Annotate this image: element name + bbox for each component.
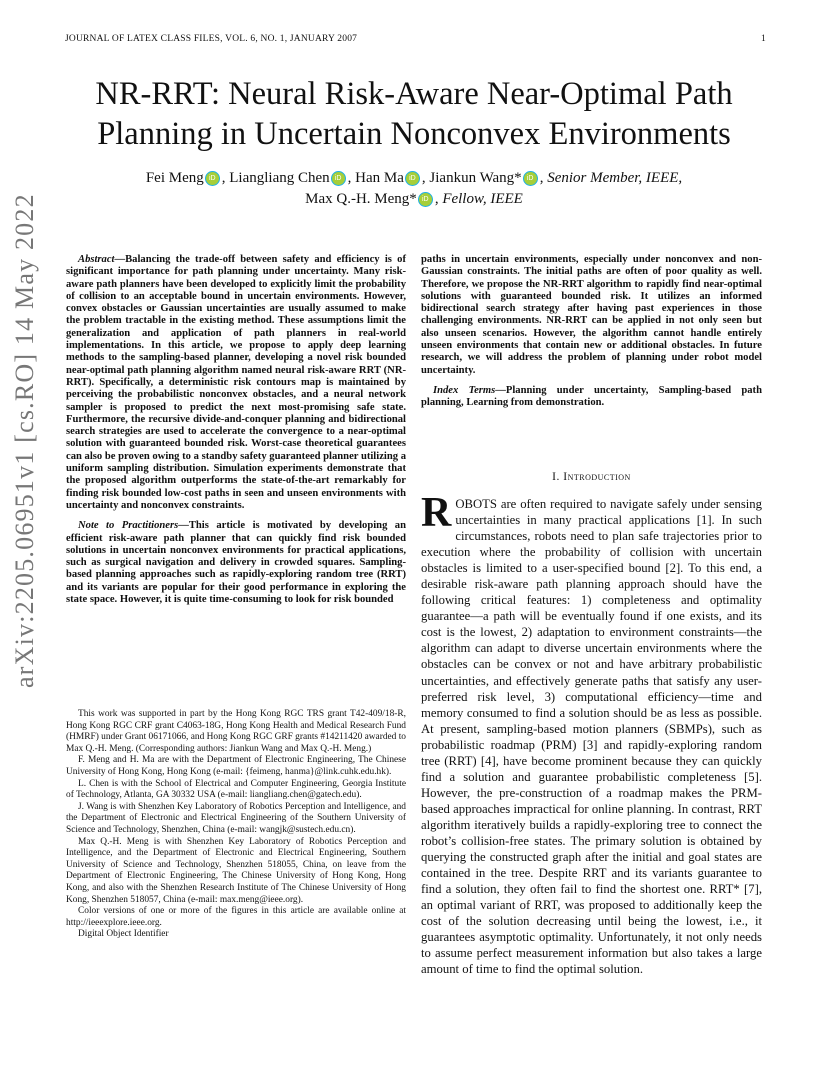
- running-header: [65, 34, 766, 44]
- title-line-2: Planning in Uncertain Nonconvex Environments: [97, 116, 731, 152]
- index-terms-text: —Planning under uncertainty, Sampling-based path planning, Learning from demonstration.: [421, 384, 762, 409]
- orcid-icon[interactable]: iD: [418, 192, 433, 207]
- drop-cap: R: [421, 490, 452, 536]
- author-3: Han Ma: [355, 170, 404, 186]
- intro-lead: OBOTS: [455, 497, 497, 511]
- orcid-icon[interactable]: iD: [405, 171, 420, 186]
- note-text: —This article is motivated by developing an efficient risk-aware path planner that can quickly find risk bounded solutions in uncertain nonconvex environments for practical applications, such as surgical navigation and delivery in crowded squares. Sampling-based planning approaches such as rapidly-exploring random tree (RRT) and its variants are popular for their good performance in exploring the state space. However, it is quite time-consuming to look for risk bounded: [66, 520, 406, 606]
- footnote: J. Wang is with Shenzhen Key Laboratory of Robotics Perception and Intelligence, and the Department of Electronic and Electrical Engineering of the Southern University of Science and Technology, Shenzhen, China (e-mail: wangjk@sustech.edu.cn).: [66, 801, 406, 835]
- title-line-1: NR-RRT: Neural Risk-Aware Near-Optimal Path: [95, 76, 733, 112]
- orcid-icon[interactable]: iD: [205, 171, 220, 186]
- footnotes: [66, 709, 406, 941]
- right-column: [421, 254, 762, 410]
- intro-body: are often required to navigate safely under sensing uncertainties in many practical applications [1]. In such circumstances, robots need to plan safe trajectories prior to execution where the probability of collision with uncertain obstacles is limited to a user-specified bound [2]. To this end, a desirable risk-aware path planning approach should have the following critical features: 1) completeness and optimality guarantee—a path will be eventually found if one exists, and its cost is the lowest, 2) adaptation to environment constraints—the algorithm can adapt to diverse uncertain environments where the obstacles can be convex or not and have arbitrary probabilistic uncertainties, and effectively generate paths that satisfy any user-preferred risk level, 3) computational efficiency—time and memory consumed to find a solution should be as less as possible. At present, sampling-based motion planners (SBMPs), such as probabilistic roadmap (PRM) [3] and rapidly-exploring random tree (RRT) [4], have become prominent because they can quickly find a solution and guarantee probabilistic completeness [5]. However, the pre-construction of a roadmap makes the PRM-based approaches impractical for online planning. In contrast, RRT algorithm iteratively builds a rapidly-exploring tree to connect the robot’s collision-free states. The primary solution is obtained by querying the constructed graph after the initial and goal states are contained in the tree. Despite RRT and its variants guarantee to find a solution, they often fail to find the shortest one. RRT* [7], an optimal variant of RRT, was proposed to additionally keep the cost of the solution decreasing until being the lowest, i.e., it guarantees asymptotic optimality. Unfortunately, it not only needs to assume perfect measurement information but also takes a large amount of time to find the optimal solution.: [421, 497, 762, 977]
- footnote: Digital Object Identifier: [78, 929, 169, 940]
- left-column: [66, 254, 406, 606]
- abstract-text: —Balancing the trade-off between safety and efficiency is of significant importance for path planning under uncertainty. Many risk-aware path planners have been developed to explicitly limit the probability of collision to an acceptable bound in uncertain environments. However, convex obstacles or Gaussian uncertainties are usually assumed to make the problem tractable in the existing method. These assumptions limit the generalization and application of path planners in real-world implementations. In this article, we propose to apply deep learning methods to the sampling-based planner, developing a novel risk bounded near-optimal path planning algorithm named neural risk-aware RRT (NR-RRT). Specifically, a deterministic risk contours map is maintained by perceiving the probabilistic nonconvex obstacles, and a neural network sampler is proposed to predict the next most-promising safe state. Furthermore, the recursive divide-and-conquer planning and bidirectional search strategies are used to accelerate the convergence to a near-optimal solution with guaranteed bounded risk. Worst-case theoretical guarantees can also be proven owing to a standby safety guaranteed planner utilizing a uniform sampling distribution. Simulation experiments demonstrate that the proposed algorithm outperforms the state-of-the-art remarkably for finding risk bounded low-cost paths in seen and unseen environments with uncertainty and nonconvex constraints.: [66, 254, 406, 511]
- footnote: L. Chen is with the School of Electrical and Computer Engineering, Georgia Institute of Technology, Atlanta, GA 30332 USA (e-mail: liangliang.chen@gatech.edu).: [66, 778, 406, 801]
- page-number: 1: [761, 34, 766, 44]
- arxiv-stamp: arXiv:2205.06951v1 [cs.RO] 14 May 2022: [10, 193, 39, 688]
- section-title: Introduction: [563, 471, 631, 483]
- footnote: Color versions of one or more of the figures in this article are available online at http://ieeexplore.ieee.org.: [66, 906, 406, 928]
- author-5: Max Q.-H. Meng*: [305, 191, 417, 207]
- orcid-icon[interactable]: iD: [523, 171, 538, 186]
- journal-name: JOURNAL OF LATEX CLASS FILES, VOL. 6, NO. 1, JANUARY 2007: [65, 34, 358, 44]
- section-heading: [421, 471, 762, 483]
- footnote: This work was supported in part by the Hong Kong RGC TRS grant T42-409/18-R, Hong Kong RGC CRF grant C4063-18G, Hong Kong Health and Medical Research Fund (HMRF) under Grant 06171066, and Hong Kong RGC GRF grants #14211420 awarded to Max Q.-H. Meng. (Corresponding authors: Jiankun Wang and Max Q.-H. Meng.): [66, 709, 406, 754]
- footnote: Max Q.-H. Meng is with Shenzhen Key Laboratory of Robotics Perception and Intelligence, and the Department of Electronic and Electrical Engineering, Southern University of Science and Technology, Shenzhen 518055, China, on leave from the Department of Electronic Engineering, The Chinese University of Hong Kong, Hong Kong, and also with the Shenzhen Research Institute of The Chinese University of Hong Kong, Shenzhen 518057, China (e-mail: max.meng@ieee.org).: [66, 836, 406, 905]
- introduction-text: [421, 490, 762, 977]
- index-terms: [421, 385, 762, 410]
- section-number: I.: [552, 471, 560, 483]
- author-4: Jiankun Wang*: [429, 170, 522, 186]
- author-list: Fei Meng iD , Liangliang Chen iD , Han Ma iD , Jiankun Wang* iD , Senior Member, IEEE, Max Q.-H. Meng* iD , Fellow, IEEE: [145, 170, 683, 207]
- author-2: Liangliang Chen: [229, 170, 330, 186]
- abstract-label: Abstract: [78, 254, 115, 265]
- index-terms-label: Index Terms: [433, 384, 496, 396]
- author-4-role: Senior Member, IEEE,: [547, 170, 683, 186]
- author-5-role: Fellow, IEEE: [442, 191, 523, 207]
- note-to-practitioners: [66, 520, 406, 606]
- footnote: F. Meng and H. Ma are with the Department of Electronic Engineering, The Chinese University of Hong Kong, Hong Kong (e-mail: {feimeng, hanma}@link.cuhk.edu.hk).: [66, 755, 406, 777]
- author-1: Fei Meng: [145, 170, 204, 186]
- note-label: Note to Practitioners: [78, 520, 179, 532]
- paper-title: [0, 74, 828, 154]
- abstract: [66, 254, 406, 512]
- note-continued: paths in uncertain environments, especially under nonconvex and non-Gaussian constraints. The initial paths are often of poor quality as well. Therefore, we propose the NR-RRT algorithm to rapidly find near-optimal solutions with guaranteed bounded risk. It utilizes an informed bidirectional search strategy after having past experiences in those challenging environments. NR-RRT can be applied in not only seen but also unseen scenarios. However, the algorithm cannot handle entirely unseen environments that contain new or additional obstacles. In future research, we will address the problem of planning under robot model uncertainty.: [421, 254, 762, 376]
- orcid-icon[interactable]: iD: [331, 171, 346, 186]
